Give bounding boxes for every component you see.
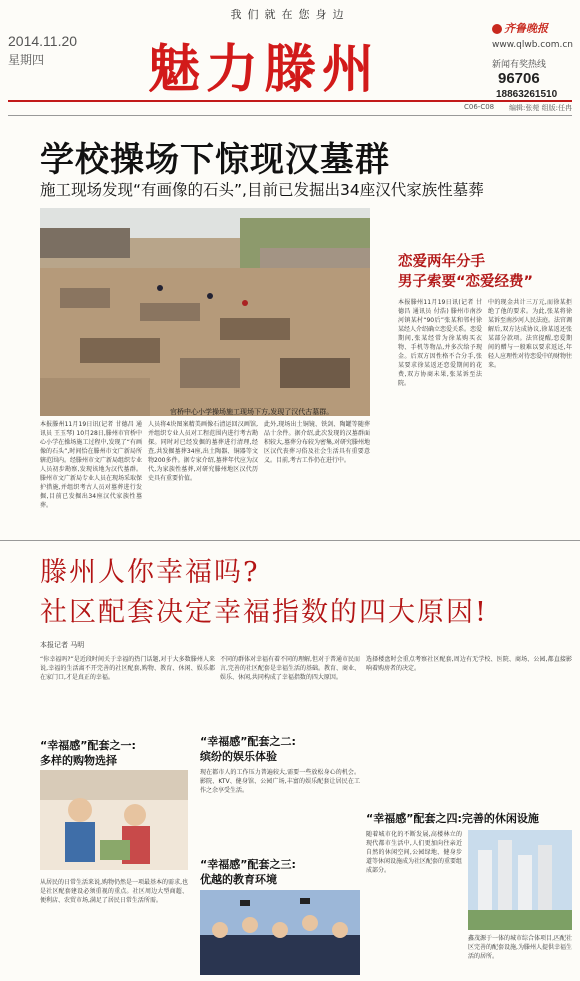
section-2-text: 现在都市人的工作压力普遍较大,需要一些放松身心的机会。影院、KTV、健身馆、公园广场,丰富的娱乐配套让居民在工作之余享受生活。 [200, 769, 360, 794]
building-photo-caption: 鑫茂源于一体的城市综合体项目,匹配社区完善的配套设施,为滕州人提供幸福生活的居所。 [468, 935, 572, 960]
logo-icon [492, 24, 502, 34]
feature-column-right: 选择楼盘时会重点考察社区配套,周边有无学校、医院、商场、公园,都直接影响着购房者的决定。 [366, 656, 572, 672]
side-column-2: 中的现金共计三万元,而徐某拒绝了他的要求。为此,张某将徐某诉至南沙河人民法庭。法官调解后,双方达成协议,徐某返还张某部分款项。法官提醒,恋爱期间的赠与一般难以要求返还,年轻人应理性对待恋爱中的财物往来。 [488, 299, 572, 369]
masthead-title: 魅力滕州 [148, 39, 381, 100]
sub-rule [8, 115, 572, 116]
editors: 编辑:张菀 组版:任冉 [509, 104, 572, 112]
shopping-photo [40, 770, 188, 870]
section-1-heading: “幸福感”配套之一: [40, 739, 136, 752]
section-1-text: 从居民的日常生活来说,购物仍然是一项最基本的需求,也是社区配套建设必须重视的重点。社区周边大型商超、便利店、农贸市场,满足了居民日常生活所需。 [40, 879, 188, 904]
section-4-heading: “幸福感”配套之四:完善的休闲设施 [366, 812, 539, 825]
section-divider [0, 540, 580, 541]
website: www.qlwb.com.cn [492, 40, 573, 50]
feature-headline-1: 滕州人你幸福吗? [40, 557, 260, 588]
lead-subhead: 施工现场发现“有画像的石头”,目前已发掘出34座汉代家族性墓葬 [40, 181, 484, 199]
feature-intro: “你幸福吗?”是近段时间关于幸福的热门话题,对于大多数滕州人来说,幸福的生活离不开完善的社区配套,购物、教育、休闲、娱乐都在家门口,才是真正的幸福。 [40, 656, 215, 681]
issue-date: 2014.11.20 [8, 33, 78, 49]
page-number: C06-C08 [464, 103, 495, 111]
section-2-subheading: 缤纷的娱乐体验 [200, 750, 277, 763]
newspaper-logo [492, 20, 574, 34]
graduation-photo [200, 890, 360, 975]
feature-headline-2: 社区配套决定幸福指数的四大原因! [40, 597, 488, 628]
section-4-text: 随着城市化的不断发展,高楼林立的现代都市生活中,人们更加向往亲近自然的休闲空间,公园绿地、健身步道等休闲设施成为社区配套的重要组成部分。 [366, 831, 462, 874]
building-photo [468, 830, 572, 930]
logo-text: 齐鲁晚报 [504, 22, 548, 35]
section-2-heading: “幸福感”配套之二: [200, 735, 296, 748]
section-1-subheading: 多样的购物选择 [40, 754, 117, 767]
masthead-rule [8, 100, 572, 102]
feature-byline: 本报记者 马明 [40, 641, 85, 649]
lead-column-2: 人员将4块图案精美画像石清运回汉画馆,并组织专业人员对工程范围内进行考古勘探。同时对已经发掘的墓葬进行清理,经查,共发掘墓葬34座,出土陶器、铜器等文物200多件。据专家介绍,墓葬年代应为汉代,为家族性墓葬,对研究滕州地区汉代历史具有重要价值。 [148, 421, 258, 482]
lead-column-1: 本报滕州11月19日讯(记者 甘德昌 通讯员 王玉琴) 10月28日,滕州市官桥中心小学在操场施工过程中,发现了“有画像的石头”,时间恰在滕州市文广新局所辖范围内。经滕州市文广新局组织专业人员初步勘察,发现该地为汉代墓群。滕州市文广新局专业人员在现场采取保护措施,并组织考古人员对墓葬进行发掘,目前已发掘出34座汉代家族性墓葬。 [40, 421, 142, 509]
hotline-label: 新闻有奖热线 [492, 60, 547, 70]
section-3-subheading: 优越的教育环境 [200, 873, 277, 886]
side-column-1: 本报滕州11月19日讯(记者 甘德昌 通讯员 付浩) 滕州市南沙河镇某村“90后”张某和邻村徐某经人介绍确立恋爱关系。恋爱期间,张某经常为徐某购买衣物、手机等物品,并多次给予现金。后双方因性格不合分手,张某要求徐某返还恋爱期间的花费,双方协商未果,张某诉至法院。 [398, 299, 482, 387]
side-headline-1: 恋爱两年分手 [398, 254, 485, 270]
section-3-heading: “幸福感”配套之三: [200, 858, 296, 871]
slogan: 我们就在您身边 [230, 8, 350, 21]
lead-column-3: 此外,现场出土铜镜、铁剑、陶罐等随葬品十余件。据介绍,此次发现的汉墓群面积较大,墓葬分布较为密集,对研究滕州地区汉代丧葬习俗及社会生活具有重要意义。目前,考古工作仍在进行中。 [264, 421, 370, 464]
lead-headline: 学校操场下惊现汉墓群 [40, 140, 390, 180]
side-headline-2: 男子索要“恋爱经费” [398, 274, 534, 290]
issue-weekday: 星期四 [8, 53, 45, 67]
hotline-number: 96706 [498, 70, 540, 87]
photo-caption: 官桥中心小学操场施工现场下方,发现了汉代古墓群。 [170, 408, 334, 416]
hotline-number-mobile: 18863261510 [496, 89, 558, 100]
feature-column-mid: 不同的群体对幸福有着不同的理解,但对于普通市民而言,完善的社区配套是幸福生活的基础。教育、商业、娱乐、休闲,共同构成了幸福指数的四大原因。 [220, 656, 360, 681]
excavation-photo [40, 208, 370, 416]
